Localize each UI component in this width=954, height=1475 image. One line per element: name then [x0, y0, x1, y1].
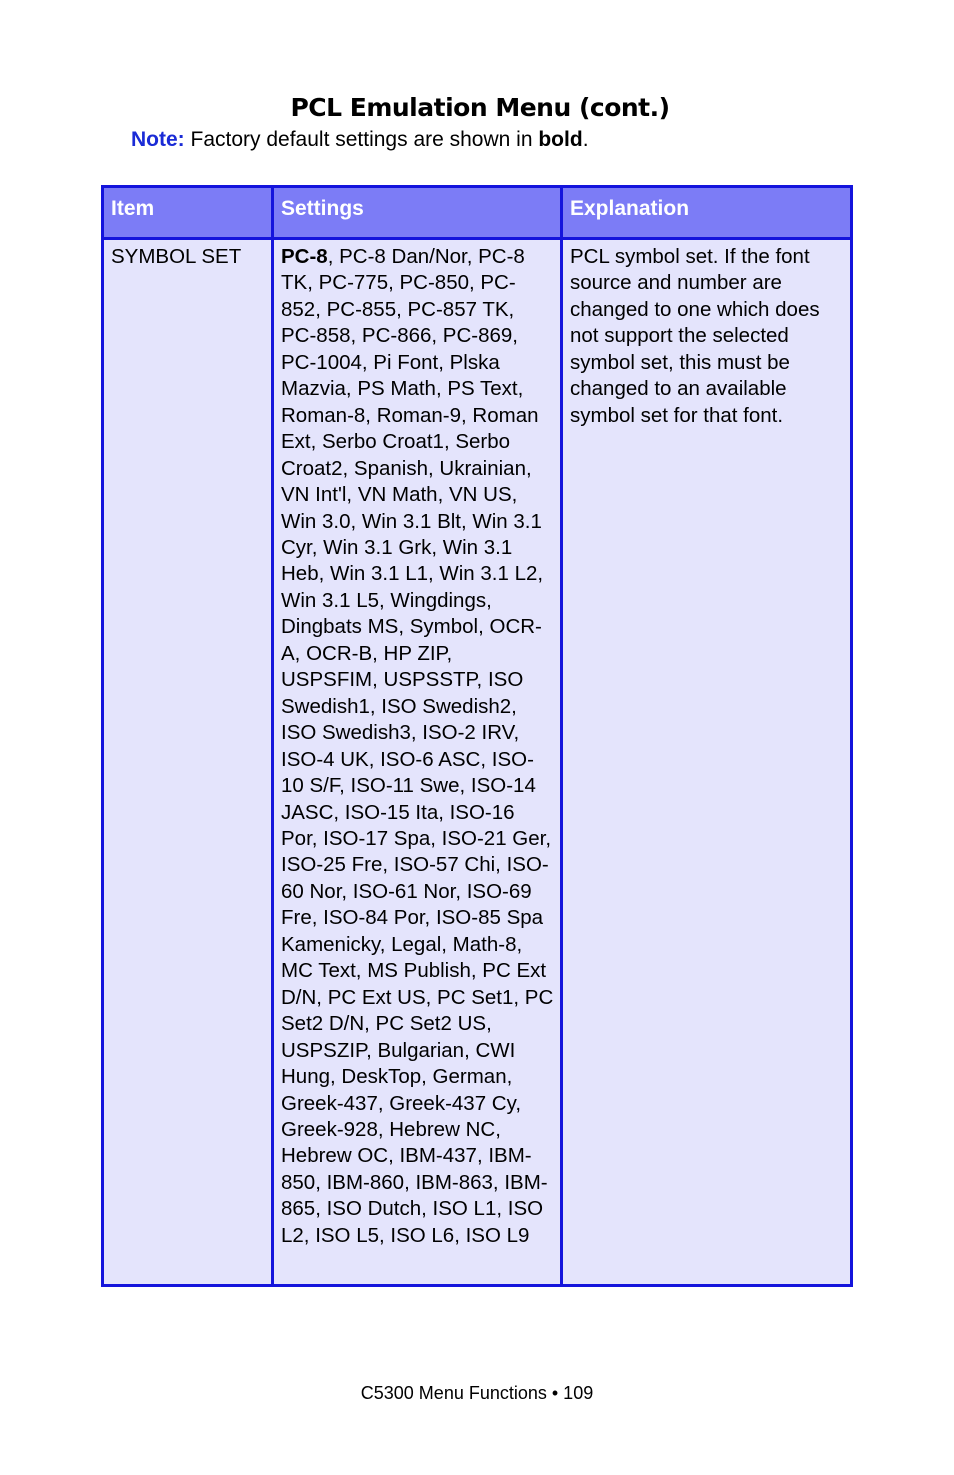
- note-label: Note:: [131, 128, 185, 151]
- note-line: [131, 126, 589, 154]
- table-header-row: [103, 187, 852, 239]
- note-bold-word: bold: [538, 128, 583, 151]
- settings-default: PC-8: [281, 245, 328, 268]
- settings-cell: [273, 239, 562, 1286]
- page-footer: C5300 Menu Functions • 109: [360, 1383, 594, 1403]
- menu-table: [101, 185, 853, 1287]
- settings-options: , PC-8 Dan/Nor, PC-8 TK, PC-775, PC-850, PC-852, PC-855, PC-857 TK, PC-858, PC-866, PC-869, PC-1004, Pi Font, Plska Mazvia, PS Math, PS Text, Roman-8, Roman-9, Roman Ext, Serbo Croat1, Serbo Croat2, Spanish, Ukrainian, VN Int'l, VN Math, VN US, Win 3.0, Win 3.1 Blt, Win 3.1 Cyr, Win 3.1 Grk, Win 3.1 Heb, Win 3.1 L1, Win 3.1 L2, Win 3.1 L5, Wingdings, Dingbats MS, Symbol, OCR-A, OCR-B, HP ZIP, USPSFIM, USPSSTP, ISO Swedish1, ISO Swedish2, ISO Swedish3, ISO-2 IRV, ISO-4 UK, ISO-6 ASC, ISO-10 S/F, ISO-11 Swe, ISO-14 JASC, ISO-15 Ita, ISO-16 Por, ISO-17 Spa, ISO-21 Ger, ISO-25 Fre, ISO-57 Chi, ISO-60 Nor, ISO-61 Nor, ISO-69 Fre, ISO-84 Por, ISO-85 Spa Kamenicky, Legal, Math-8, MC Text, MS Publish, PC Ext D/N, PC Ext US, PC Set1, PC Set2 D/N, PC Set2 US, USPSZIP, Bulgarian, CWI Hung, DeskTop, German, Greek-437, Greek-437 Cy, Greek-928, Hebrew NC, Hebrew OC, IBM-437, IBM-850, IBM-860, IBM-863, IBM-865, ISO Dutch, ISO L1, ISO L2, ISO L5, ISO L6, ISO L9: [281, 245, 554, 1247]
- table-row: [103, 239, 852, 1286]
- note-end: .: [582, 128, 589, 151]
- header-explanation: Explanation: [562, 187, 852, 239]
- header-item: Item: [103, 187, 273, 239]
- header-settings: Settings: [273, 187, 562, 239]
- item-cell: SYMBOL SET: [103, 239, 273, 1286]
- page-title: PCL Emulation Menu (cont.): [290, 93, 670, 122]
- note-text: Factory default settings are shown in: [184, 128, 539, 151]
- explanation-cell: PCL symbol set. If the font source and number are changed to one which does not support the selected symbol set, this must be changed to an available symbol set for that font.: [562, 239, 852, 1286]
